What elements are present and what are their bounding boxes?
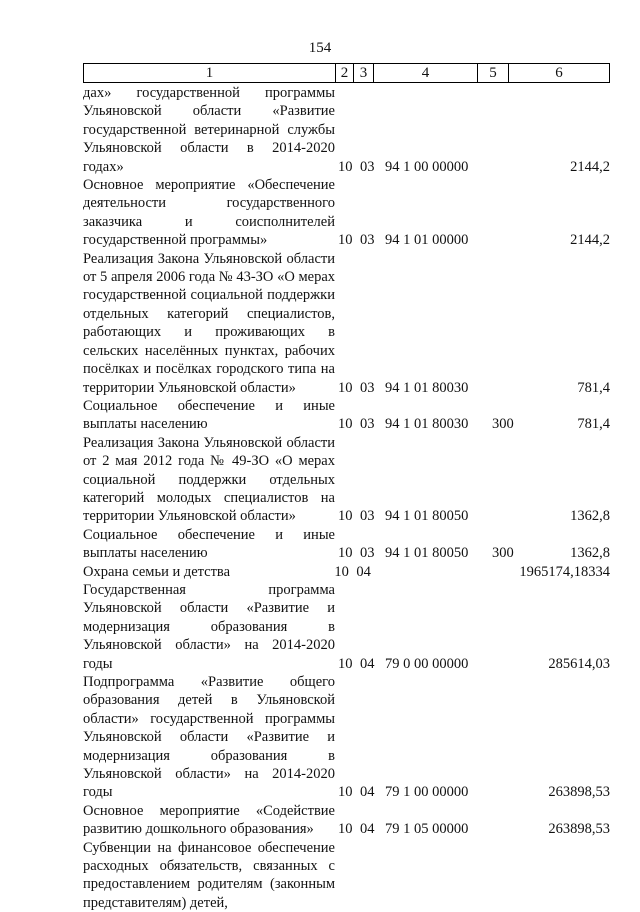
row-expense-type: 300 xyxy=(492,416,514,433)
row-section: 10 xyxy=(338,379,353,396)
row-target-item: 94 1 00 00000 xyxy=(385,158,469,175)
header-col-1: 1 xyxy=(84,64,336,82)
row-section: 10 xyxy=(338,821,353,838)
row-sum: 781,4 xyxy=(577,416,610,433)
row-sum: 781,4 xyxy=(577,379,610,396)
table-row xyxy=(83,673,610,802)
row-expense-type: 300 xyxy=(492,545,514,562)
row-codes xyxy=(335,507,610,525)
row-name: Реализация Закона Ульяновской области от 2 мая 2012 года № 49-ЗО «О мерах социальной поддержки отдельных категорий молодых специалистов на территории Ульяновской области» xyxy=(83,434,335,525)
table-row xyxy=(83,434,610,526)
row-codes xyxy=(335,655,610,673)
row-name: Подпрограмма «Развитие общего образования детей в Ульяновской области» государственной программы Ульяновской области «Развитие и модернизация образования в Ульяновской области» на 2014-2020 годы xyxy=(83,674,335,801)
row-name: Социальное обеспечение и иные выплаты населению xyxy=(83,397,335,433)
row-codes xyxy=(335,783,610,801)
row-name: Основное мероприятие «Содействие развитию дошкольного образования» xyxy=(83,802,335,838)
row-target-item: 79 1 05 00000 xyxy=(385,821,469,838)
table-body xyxy=(83,84,610,912)
row-codes xyxy=(335,820,610,838)
row-codes xyxy=(335,544,610,562)
header-col-4: 4 xyxy=(374,64,478,82)
row-name: Государственная программа Ульяновской области «Развитие и модернизация образования в Ульяновской области» на 2014-2020 годы xyxy=(83,581,335,672)
row-sum: 285614,03 xyxy=(548,655,610,672)
row-codes xyxy=(335,379,610,397)
row-subsection: 03 xyxy=(360,416,375,433)
table-row xyxy=(83,802,610,839)
row-section: 10 xyxy=(338,508,353,525)
row-target-item: 94 1 01 80050 xyxy=(385,545,469,562)
table-row xyxy=(83,526,610,563)
table-row xyxy=(83,84,610,176)
row-subsection: 03 xyxy=(360,232,375,249)
table-row xyxy=(83,581,610,673)
row-subsection: 03 xyxy=(360,158,375,175)
row-target-item: 79 1 00 00000 xyxy=(385,784,469,801)
row-sum: 2144,2 xyxy=(570,158,610,175)
row-section: 10 xyxy=(338,416,353,433)
header-col-3: 3 xyxy=(354,64,374,82)
row-section: 10 xyxy=(338,232,353,249)
row-section: 10 xyxy=(338,784,353,801)
header-col-2: 2 xyxy=(336,64,354,82)
row-subsection: 03 xyxy=(360,379,375,396)
row-subsection: 04 xyxy=(360,821,375,838)
row-target-item: 79 0 00 00000 xyxy=(385,655,469,672)
row-subsection: 03 xyxy=(360,508,375,525)
row-section: 10 xyxy=(338,655,353,672)
table-header xyxy=(83,63,610,83)
row-codes xyxy=(335,158,610,176)
header-col-5: 5 xyxy=(478,64,509,82)
row-subsection: 04 xyxy=(356,563,371,580)
table-row xyxy=(83,176,610,250)
row-section: 10 xyxy=(338,545,353,562)
row-subsection: 04 xyxy=(360,784,375,801)
table-row xyxy=(83,839,610,912)
row-name: Основное мероприятие «Обеспечение деятельности государственного заказчика и соисполнителей государственной программы» xyxy=(83,177,335,249)
row-codes xyxy=(335,231,610,249)
row-sum: 263898,53 xyxy=(548,784,610,801)
row-sum: 1362,8 xyxy=(570,508,610,525)
table-row xyxy=(83,563,610,581)
row-name: Охрана семьи и детства xyxy=(83,563,231,580)
row-name: Социальное обеспечение и иные выплаты населению xyxy=(83,526,335,562)
header-col-6: 6 xyxy=(555,65,563,81)
row-subsection: 03 xyxy=(360,545,375,562)
row-name: Субвенции на финансовое обеспечение расходных обязательств, связанных с предоставлением родителям (законным представителям) детей, xyxy=(83,839,335,911)
row-section: 10 xyxy=(334,563,349,580)
table-row xyxy=(83,250,610,397)
row-section: 10 xyxy=(338,158,353,175)
row-codes xyxy=(331,563,610,581)
row-target-item: 94 1 01 00000 xyxy=(385,232,469,249)
row-sum: 2144,2 xyxy=(570,232,610,249)
row-name: Реализация Закона Ульяновской области от 5 апреля 2006 года № 43-ЗО «О мерах государственной социальной поддержки отдельных категорий специалистов, работающих и проживающих в сельских населённых пунктах, рабочих посёлках и посёлках городского типа на территории Ульяновской области» xyxy=(83,250,335,396)
row-subsection: 04 xyxy=(360,655,375,672)
row-target-item: 94 1 01 80030 xyxy=(385,416,469,433)
row-name: дах» государственной программы Ульяновской области «Развитие государственной ветеринарной службы Ульяновской области в 2014-2020 годах» xyxy=(83,85,335,175)
row-target-item: 94 1 01 80030 xyxy=(385,379,469,396)
row-sum: 1965174,18334 xyxy=(519,563,610,580)
row-sum: 263898,53 xyxy=(548,821,610,838)
row-sum: 1362,8 xyxy=(570,545,610,562)
table-row xyxy=(83,397,610,434)
page-number: 154 xyxy=(308,40,332,56)
row-codes xyxy=(335,415,610,433)
row-target-item: 94 1 01 80050 xyxy=(385,508,469,525)
